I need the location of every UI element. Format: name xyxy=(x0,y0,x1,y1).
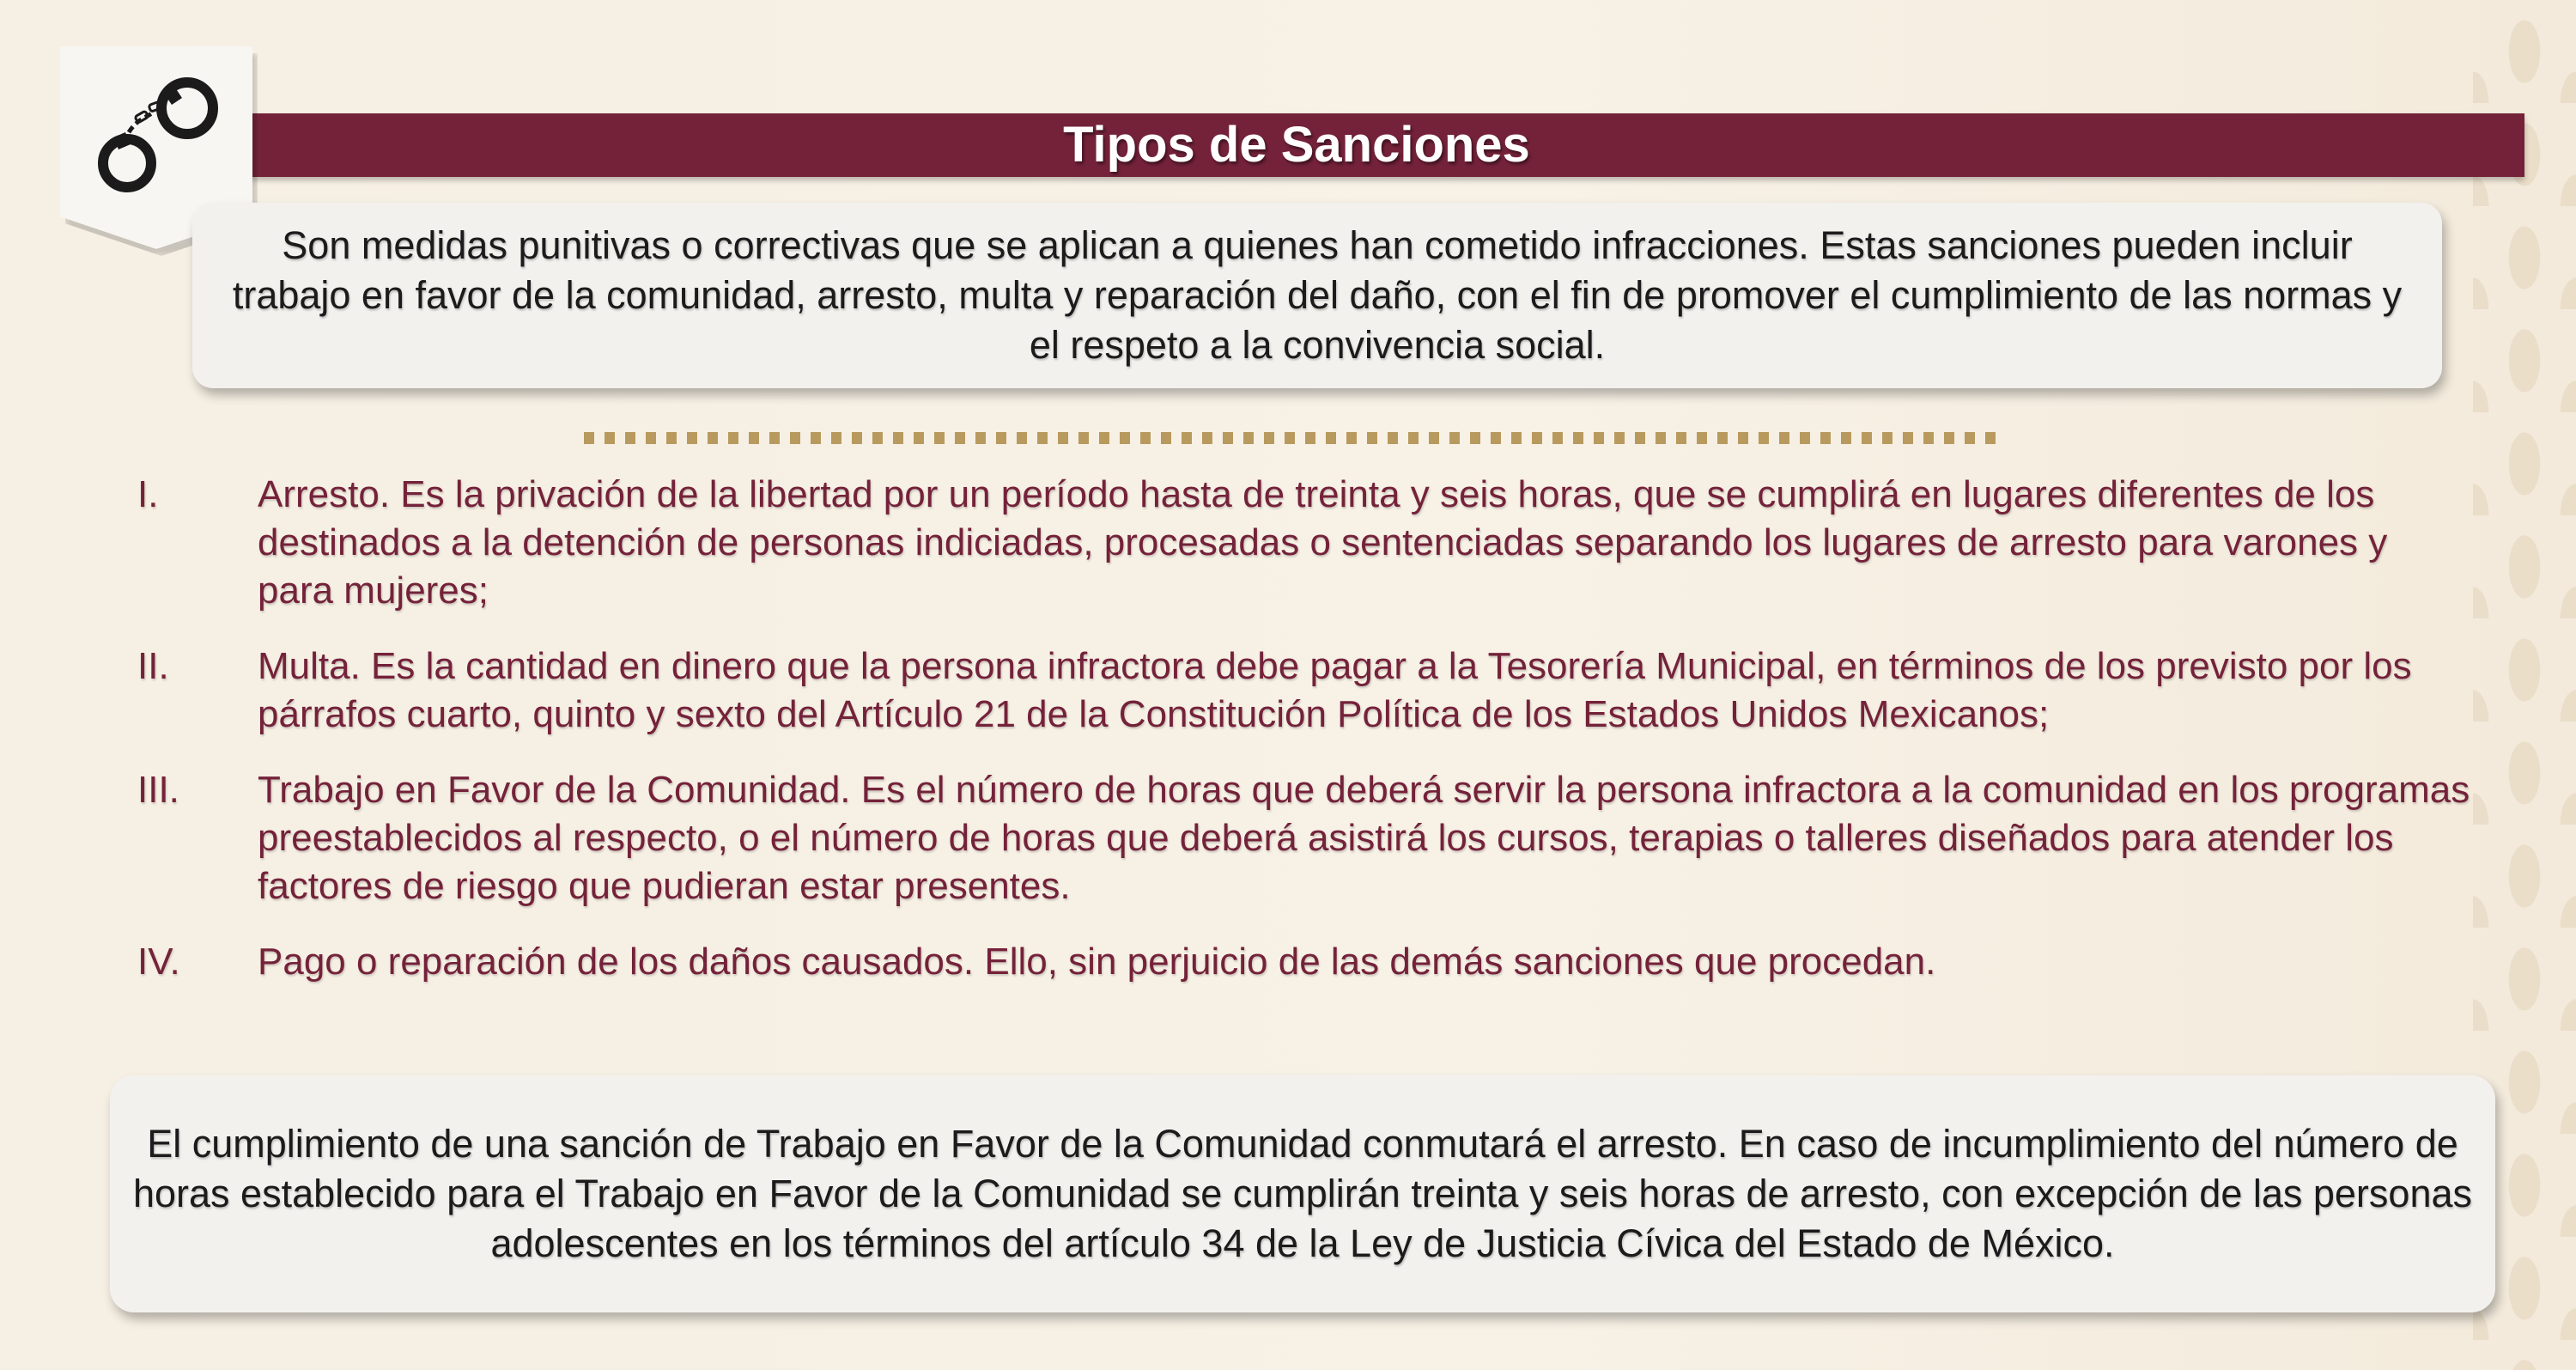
list-numeral: IV. xyxy=(137,941,180,983)
list-numeral: I. xyxy=(137,473,159,515)
list-item xyxy=(137,766,2473,910)
list-item xyxy=(137,642,2473,739)
list-numeral: III. xyxy=(137,769,179,811)
handcuffs-icon xyxy=(86,69,227,198)
list-item-text: Multa. Es la cantidad en dinero que la persona infractora debe pagar a la Tesorería Municipal, en términos de los previsto por los párrafos cuarto, quinto y sexto del Artículo 21 de la Constitución Política de los Estados Unidos Mexicanos; xyxy=(258,645,2412,735)
intro-box xyxy=(192,203,2442,388)
dotted-divider xyxy=(584,432,2001,444)
intro-text: Son medidas punitivas o correctivas que se aplican a quienes han cometido infracciones. Estas sanciones pueden incluir trabajo en favor de la comunidad, arresto, multa y reparación del daño, con el fin de promover el cumplimiento de las normas y el respeto a la convivencia social. xyxy=(232,223,2403,367)
page-title: Tipos de Sanciones xyxy=(1063,117,1530,173)
list-item-text: Trabajo en Favor de la Comunidad. Es el número de horas que deberá servir la persona infractora a la comunidad en los programas preestablecidos al respecto, o el número de horas que deberá asistirá los cursos, terapias o talleres diseñados para atender los factores de riesgo que pudieran estar presentes. xyxy=(258,769,2470,907)
sanctions-list xyxy=(137,471,2473,1014)
list-item xyxy=(137,938,2473,986)
list-numeral: II. xyxy=(137,645,169,687)
closing-box xyxy=(110,1075,2495,1312)
list-item-text: Pago o reparación de los daños causados. Ello, sin perjuicio de las demás sanciones que procedan. xyxy=(258,941,1936,983)
closing-text: El cumplimiento de una sanción de Trabajo en Favor de la Comunidad conmutará el arresto. En caso de incumplimiento del número de horas establecido para el Trabajo en Favor de la Comunidad se cumplirán treinta y seis horas de arresto, con excepción de las personas adolescentes en los términos del artículo 34 de la Ley de Justicia Cívica del Estado de México. xyxy=(132,1122,2473,1265)
list-item-text: Arresto. Es la privación de la libertad por un período hasta de treinta y seis horas, que se cumplirá en lugares diferentes de los destinados a la detención de personas indiciadas, procesadas o sentenciadas separando los lugares de arresto para varones y para mujeres; xyxy=(258,473,2388,612)
list-item xyxy=(137,471,2473,615)
